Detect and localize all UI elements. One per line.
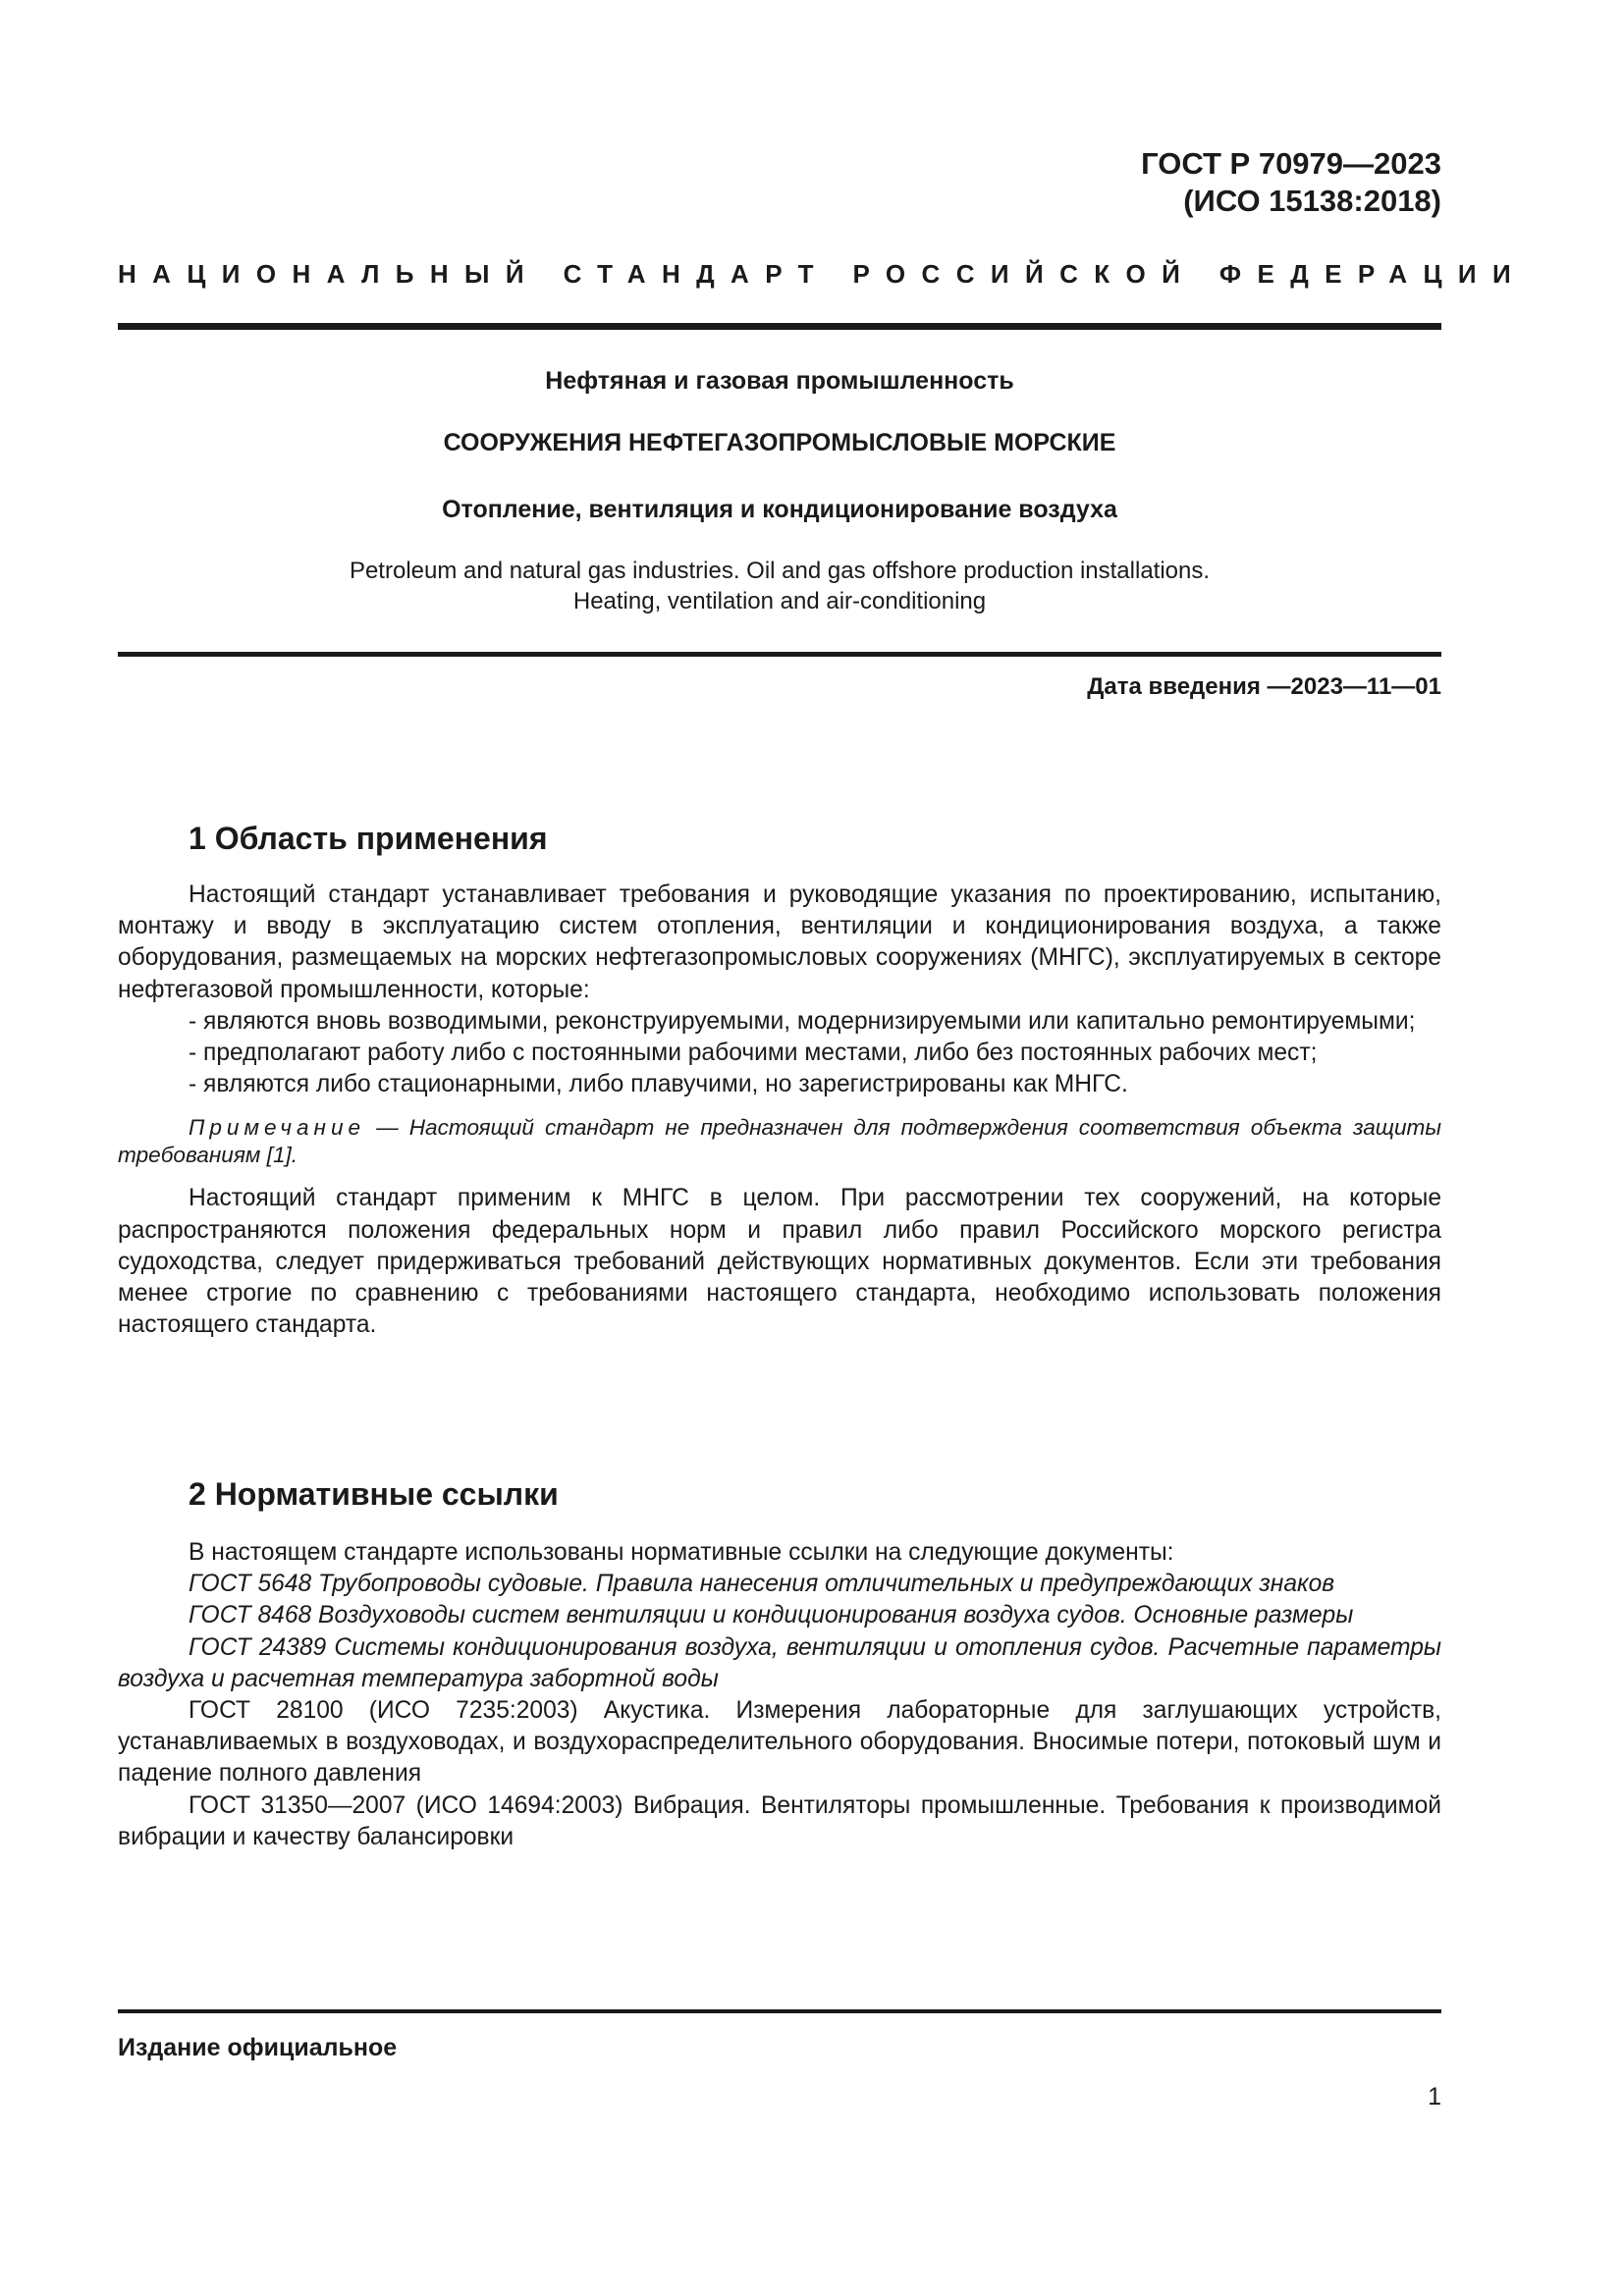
- section-1-body: [118, 880, 1441, 1341]
- english-title: [118, 556, 1441, 616]
- note-text: — Настоящий стандарт не предназначен для подтверждения соответствия объекта защиты требованиям [1].: [118, 1115, 1441, 1168]
- title-divider: [118, 652, 1441, 657]
- section-heading: 2 Нормативные ссылки: [189, 1476, 559, 1512]
- list-item: - являются либо стационарными, либо плавучими, но зарегистрированы как МНГС.: [189, 1071, 1128, 1098]
- introduction-date: Дата введения —2023—11—01: [1087, 673, 1441, 700]
- paragraph: Настоящий стандарт устанавливает требования и руководящие указания по проектированию, испытанию, монтажу и вводу в эксплуатацию систем отопления, вентиляции и кондиционирования воздуха, а также оборудования, размещаемых на морских нефтегазопромысловых сооружениях (МНГС), эксплуатируемых в секторе нефтегазовой промышленности, которые:: [118, 881, 1441, 1003]
- national-standard-banner: НАЦИОНАЛЬНЫЙ СТАНДАРТ РОССИЙСКОЙ ФЕДЕРАЦИИ: [118, 259, 1528, 289]
- document-code: [1141, 145, 1441, 220]
- paragraph: Настоящий стандарт применим к МНГС в целом. При рассмотрении тех сооружений, на которые распространяются положения федеральных норм и правил либо правил Российского морского регистра судоходства, следует придерживаться требований действующих нормативных документов. Если эти требования менее строгие по сравнению с требованиями настоящего стандарта, необходимо использовать положения настоящего стандарта.: [118, 1185, 1441, 1339]
- reference-item: ГОСТ 8468 Воздуховоды систем вентиляции и кондиционирования воздуха судов. Основные размеры: [189, 1602, 1354, 1629]
- official-edition: Издание официальное: [118, 2034, 398, 2061]
- top-divider: [118, 323, 1441, 330]
- paragraph: В настоящем стандарте использованы нормативные ссылки на следующие документы:: [189, 1539, 1174, 1566]
- industry-title: Нефтяная и газовая промышленность: [545, 367, 1014, 395]
- footer-divider: [118, 2009, 1441, 2013]
- reference-item: ГОСТ 28100 (ИСО 7235:2003) Акустика. Измерения лабораторные для заглушающих устройств, устанавливаемых в воздуховодах, и воздухораспределительного оборудования. Вносимые потери, потоковый шум и падение полного давления: [118, 1697, 1441, 1788]
- page-number: 1: [1428, 2083, 1441, 2110]
- reference-item: ГОСТ 31350—2007 (ИСО 14694:2003) Вибрация. Вентиляторы промышленные. Требования к производимой вибрации и качеству балансировки: [118, 1791, 1441, 1850]
- section-heading: 1 Область применения: [189, 821, 548, 856]
- english-title-line: Heating, ventilation and air-conditioning: [572, 588, 987, 614]
- note: [118, 1114, 1441, 1169]
- iso-number: (ИСО 15138:2018): [1183, 184, 1441, 218]
- english-title-line: Petroleum and natural gas industries. Oil and gas offshore production installations.: [349, 558, 1211, 584]
- subtitle: Отопление, вентиляция и кондиционирование воздуха: [442, 496, 1117, 523]
- note-label: Примечание: [189, 1115, 366, 1141]
- list-item: - предполагают работу либо с постоянными рабочими местами, либо без постоянных рабочих мест;: [189, 1040, 1318, 1067]
- section-2-body: [118, 1537, 1441, 1853]
- main-title: СООРУЖЕНИЯ НЕФТЕГАЗОПРОМЫСЛОВЫЕ МОРСКИЕ: [443, 429, 1116, 456]
- list-item: - являются вновь возводимыми, реконструируемыми, модернизируемыми или капитально ремонтируемыми;: [189, 1007, 1416, 1035]
- gost-number: ГОСТ Р 70979—2023: [1141, 146, 1441, 181]
- document-page: [118, 0, 1528, 2296]
- reference-item: ГОСТ 5648 Трубопроводы судовые. Правила нанесения отличительных и предупреждающих знаков: [189, 1571, 1335, 1598]
- reference-item: ГОСТ 24389 Системы кондиционирования воздуха, вентиляции и отопления судов. Расчетные параметры воздуха и расчетная температура забортной воды: [118, 1633, 1441, 1692]
